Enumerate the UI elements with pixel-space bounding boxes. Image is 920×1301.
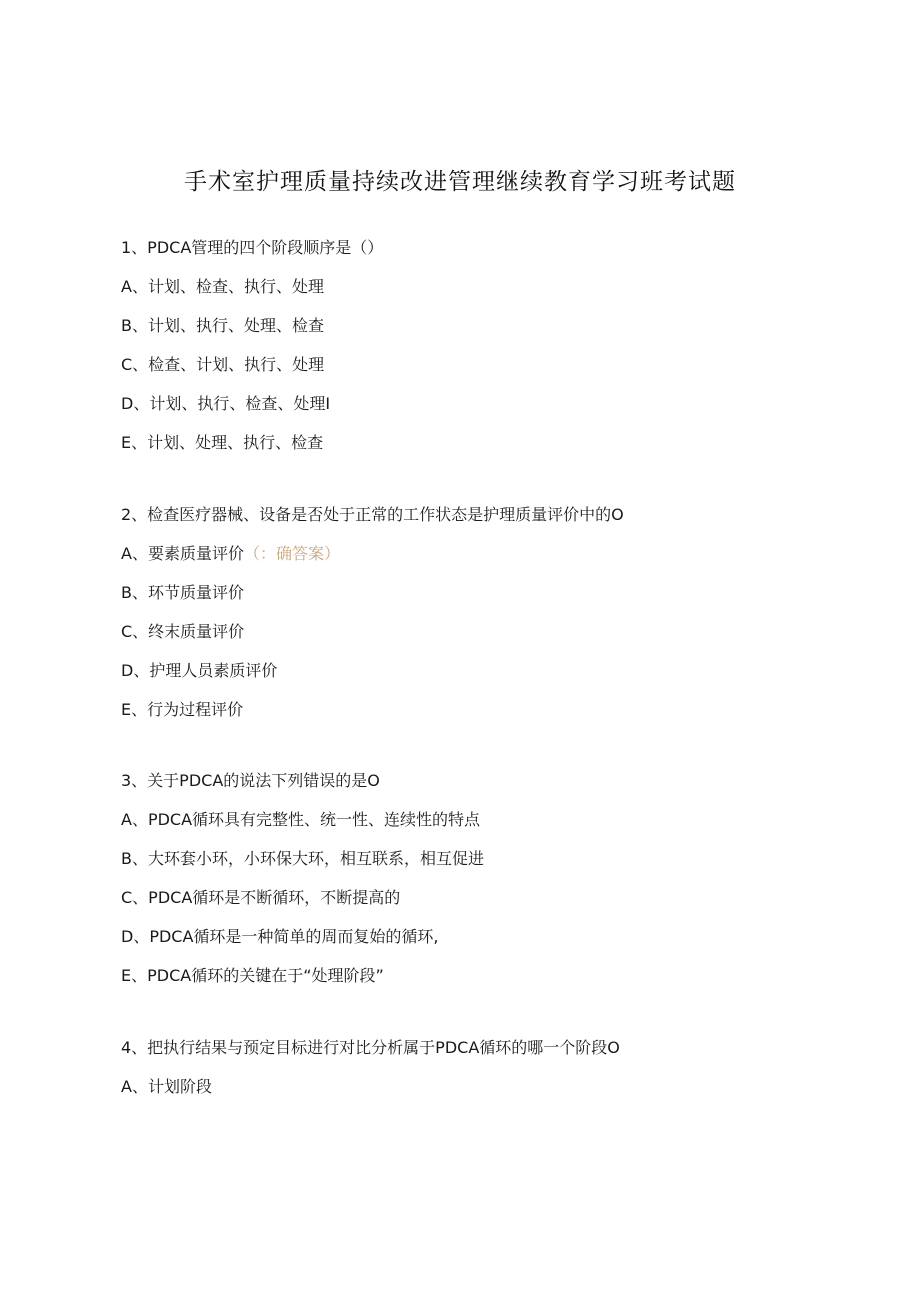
document-title: 手术室护理质量持续改进管理继续教育学习班考试题 — [184, 169, 736, 195]
option-d: D、计划、执行、检查、处理I — [121, 394, 331, 413]
option-e: E、行为过程评价 — [121, 700, 244, 719]
option-e: E、PDCA循环的关键在于“处理阶段” — [121, 966, 384, 985]
option-d: D、PDCA循环是一种简单的周而复始的循环, — [121, 927, 439, 946]
question-stem: 3、关于PDCA的说法下列错误的是O — [121, 771, 380, 790]
question-stem: 1、PDCA管理的四个阶段顺序是（） — [121, 238, 384, 257]
option-a: A、计划阶段 — [121, 1077, 212, 1096]
option-c: C、终末质量评价 — [121, 622, 245, 641]
option-d: D、护理人员素质评价 — [121, 661, 278, 680]
option-c: C、检查、计划、执行、处理 — [121, 355, 325, 374]
option-a — [121, 544, 340, 564]
option-a: A、计划、检查、执行、处理 — [121, 277, 324, 296]
option-c: C、PDCA循环是不断循环，不断提高的 — [121, 888, 401, 907]
option-b: B、计划、执行、处理、检查 — [121, 316, 324, 335]
option-text: A、要素质量评价 — [121, 544, 244, 563]
question-stem: 4、把执行结果与预定目标进行对比分析属于PDCA循环的哪一个阶段O — [121, 1038, 620, 1057]
option-e: E、计划、处理、执行、检查 — [121, 433, 324, 452]
option-b: B、大环套小环，小环保大环，相互联系，相互促进 — [121, 849, 484, 868]
question-stem: 2、检查医疗器械、设备是否处于正常的工作状态是护理质量评价中的O — [121, 505, 624, 524]
option-a: A、PDCA循环具有完整性、统一性、连续性的特点 — [121, 810, 481, 829]
option-b: B、环节质量评价 — [121, 583, 244, 602]
answer-note: （：确答案） — [243, 544, 340, 563]
